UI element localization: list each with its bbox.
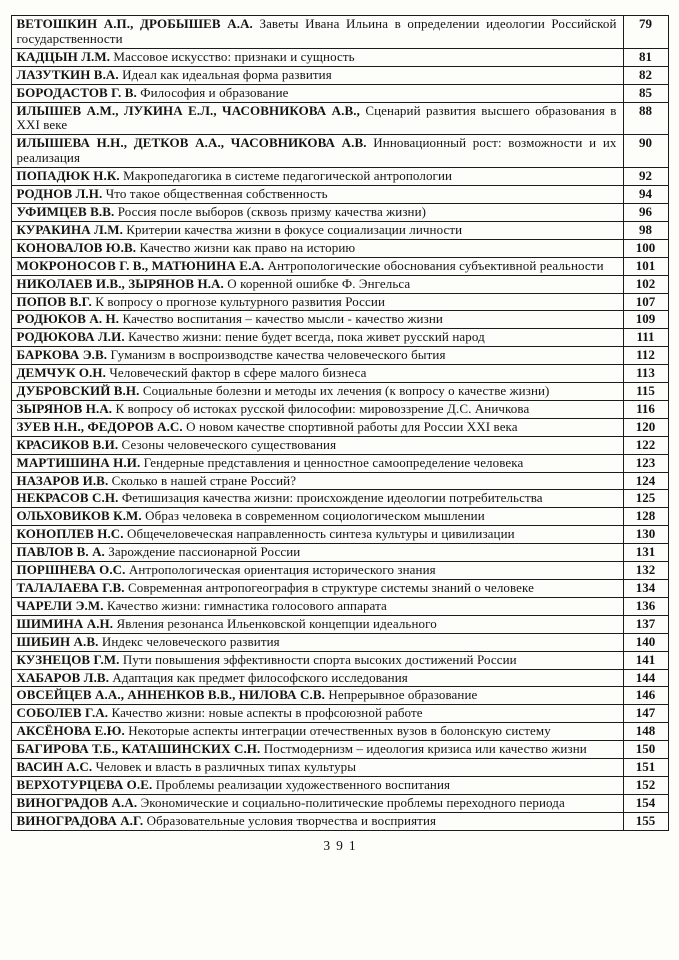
toc-entry-cell [11,687,623,705]
toc-row [11,16,668,49]
entry-authors: ОЛЬХОВИКОВ К.М. [16,508,142,524]
entry-page-number: 146 [623,687,668,705]
toc-entry-cell [11,776,623,794]
toc-entry-cell [11,275,623,293]
toc-entry-cell [11,418,623,436]
entry-authors: ПОПОВ В.Г. [16,293,92,309]
toc-row [11,544,668,562]
entry-page-number: 148 [623,723,668,741]
entry-authors: КРАСИКОВ В.И. [16,436,119,452]
toc-entry-cell [11,203,623,221]
entry-page-number: 147 [623,705,668,723]
toc-row [11,383,668,401]
toc-row [11,633,668,651]
entry-authors: СОБОЛЕВ Г.А. [16,705,109,721]
toc-row [11,293,668,311]
entry-authors: КОНОВАЛОВ Ю.В. [16,239,137,255]
entry-authors: ВИНОГРАДОВ А.А. [16,794,138,810]
entry-title: Сценарий развития высшего образования в XXI веке [16,102,617,133]
entry-authors: УФИМЦЕВ В.В. [16,203,115,219]
entry-title: О новом качестве спортивной работы для России XXI века [186,418,518,434]
entry-page-number: 81 [623,48,668,66]
toc-row [11,257,668,275]
toc-entry-cell [11,759,623,777]
toc-entry-cell [11,526,623,544]
entry-page-number: 122 [623,436,668,454]
entry-authors: ОВСЕЙЦЕВ А.А., АННЕНКОВ В.В., НИЛОВА С.В. [16,687,325,703]
entry-authors: ЛАЗУТКИН В.А. [16,66,119,82]
toc-row [11,687,668,705]
entry-page-number: 116 [623,400,668,418]
toc-entry-cell [11,741,623,759]
entry-title: Гендерные представления и ценностное самоопределение человека [143,454,524,470]
entry-page-number: 154 [623,794,668,812]
toc-row [11,472,668,490]
toc-row [11,812,668,830]
entry-title: Человеческий фактор в сфере малого бизнеса [109,365,367,381]
entry-authors: ВЕТОШКИН А.П., ДРОБЫШЕВ А.А. [16,16,253,31]
toc-entry-cell [11,239,623,257]
entry-title: Качество жизни: гимнастика голосового аппарата [106,597,387,613]
entry-title: Пути повышения эффективности спорта высоких достижений России [122,651,517,667]
toc-row [11,723,668,741]
toc-entry-cell [11,544,623,562]
toc-row [11,436,668,454]
entry-title: Философия и образование [140,84,289,100]
entry-title: Проблемы реализации художественного воспитания [155,776,451,792]
entry-authors: ЧАРЕЛИ Э.М. [16,597,104,613]
entry-title: Адаптация как предмет философского исследования [112,669,408,685]
entry-authors: ДЕМЧУК О.Н. [16,365,106,381]
entry-title: Современная антропогеография в структуре системы знаний о человеке [127,580,535,595]
toc-entry-cell [11,597,623,615]
entry-title: Массовое искусство: признаки и сущность [113,48,355,64]
toc-entry-cell [11,490,623,508]
entry-title: Качество жизни: новые аспекты в профсоюзной работе [111,705,423,721]
toc-table [11,15,669,831]
entry-title: Некоторые аспекты интеграции отечественных вузов в болонскую систему [128,723,551,739]
toc-row [11,508,668,526]
toc-row [11,580,668,598]
entry-title: Инновационный рост: возможности и их реализация [16,135,617,166]
toc-entry-cell [11,669,623,687]
entry-page-number: 128 [623,508,668,526]
entry-authors: ШИМИНА А.Н. [16,615,114,631]
toc-entry-cell [11,347,623,365]
toc-entry-cell [11,508,623,526]
toc-entry-cell [11,257,623,275]
entry-authors: БОРОДАСТОВ Г. В. [16,84,137,100]
entry-title: К вопросу об истоках русской философии: мировоззрение Д.С. Аничкова [115,400,530,416]
toc-entry-cell [11,454,623,472]
entry-title: Заветы Ивана Ильина в определении идеологии Российской государственности [16,16,617,46]
toc-row [11,526,668,544]
toc-entry-cell [11,723,623,741]
toc-row [11,615,668,633]
entry-page-number: 144 [623,669,668,687]
entry-page-number: 151 [623,759,668,777]
entry-title: Критерии качества жизни в фокусе социализации личности [126,221,463,237]
toc-row [11,102,668,135]
toc-row [11,776,668,794]
toc-entry-cell [11,221,623,239]
toc-entry-cell [11,562,623,580]
toc-row [11,759,668,777]
toc-row [11,135,668,168]
entry-authors: РОДЮКОВА Л.И. [16,329,125,345]
entry-authors: НИКОЛАЕВ И.В., ЗЫРЯНОВ Н.А. [16,275,224,291]
entry-title: О коренной ошибке Ф. Энгельса [227,275,411,291]
entry-authors: МАРТИШИНА Н.И. [16,454,141,470]
toc-row [11,186,668,204]
toc-row [11,741,668,759]
entry-title: Качество жизни: пение будет всегда, пока живет русский народ [128,329,485,345]
entry-page-number: 101 [623,257,668,275]
toc-row [11,794,668,812]
entry-title: Что такое общественная собственность [105,186,328,202]
entry-authors: ХАБАРОВ Л.В. [16,669,110,685]
entry-page-number: 96 [623,203,668,221]
entry-title: Фетишизация качества жизни: происхождение идеологии потребительства [121,490,543,506]
entry-authors: ЗУЕВ Н.Н., ФЕДОРОВ А.С. [16,418,183,434]
toc-row [11,705,668,723]
entry-authors: ЗЫРЯНОВ Н.А. [16,400,113,416]
toc-row [11,562,668,580]
entry-authors: НЕКРАСОВ С.Н. [16,490,119,506]
entry-authors: КУРАКИНА Л.М. [16,221,123,237]
entry-page-number: 112 [623,347,668,365]
entry-authors: КУЗНЕЦОВ Г.М. [16,651,120,667]
entry-page-number: 123 [623,454,668,472]
entry-title: Экономические и социально-политические проблемы переходного периода [140,794,565,810]
entry-title: Сезоны человеческого существования [121,436,337,452]
entry-authors: КОНОПЛЕВ Н.С. [16,526,124,542]
toc-entry-cell [11,329,623,347]
entry-page-number: 82 [623,66,668,84]
entry-page-number: 141 [623,651,668,669]
toc-row [11,597,668,615]
toc-entry-cell [11,84,623,102]
entry-title: Общечеловеческая направленность синтеза культуры и цивилизации [127,526,515,542]
toc-entry-cell [11,794,623,812]
entry-page-number: 150 [623,741,668,759]
entry-page-number: 94 [623,186,668,204]
entry-page-number: 131 [623,544,668,562]
entry-authors: ПАВЛОВ В. А. [16,544,105,560]
toc-entry-cell [11,615,623,633]
toc-entry-cell [11,48,623,66]
entry-authors: МОКРОНОСОВ Г. В., МАТЮНИНА Е.А. [16,257,265,273]
toc-entry-cell [11,580,623,598]
entry-title: Качество воспитания – качество мысли - качество жизни [122,311,443,327]
page-number-footer: 391 [323,837,362,853]
entry-page-number: 125 [623,490,668,508]
entry-authors: РОДЮКОВ А. Н. [16,311,120,327]
entry-page-number: 109 [623,311,668,329]
toc-entry-cell [11,705,623,723]
entry-authors: ВЕРХОТУРЦЕВА О.Е. [16,776,153,792]
toc-row [11,66,668,84]
toc-row [11,418,668,436]
toc-entry-cell [11,383,623,401]
toc-row [11,651,668,669]
entry-title: Зарождение пассионарной России [108,544,301,560]
toc-row [11,48,668,66]
entry-authors: ИЛЫШЕВ А.М., ЛУКИНА Е.Л., ЧАСОВНИКОВА А.В., [16,102,360,118]
entry-page-number: 130 [623,526,668,544]
entry-title: Качество жизни как право на историю [139,239,356,255]
toc-row [11,168,668,186]
entry-title: Гуманизм в воспроизводстве качества человеческого бытия [110,347,446,363]
entry-title: Антропологическая ориентация исторического знания [128,562,436,578]
entry-page-number: 137 [623,615,668,633]
toc-entry-cell [11,365,623,383]
entry-page-number: 140 [623,633,668,651]
toc-table-body [11,16,668,831]
toc-entry-cell [11,293,623,311]
toc-row [11,490,668,508]
entry-authors: ИЛЫШЕВА Н.Н., ДЕТКОВ А.А., ЧАСОВНИКОВА А.В. [16,135,367,151]
toc-entry-cell [11,102,623,135]
entry-page-number: 90 [623,135,668,168]
entry-page-number: 100 [623,239,668,257]
entry-page-number: 120 [623,418,668,436]
entry-page-number: 111 [623,329,668,347]
entry-page-number: 88 [623,102,668,135]
entry-title: Образ человека в современном социологическом мышлении [145,508,485,524]
entry-page-number: 115 [623,383,668,401]
entry-title: Постмодернизм – идеология кризиса или качество жизни [263,741,587,757]
entry-title: Индекс человеческого развития [101,633,280,649]
entry-page-number: 152 [623,776,668,794]
entry-title: Образовательные условия творчества и восприятия [146,812,437,828]
toc-row [11,365,668,383]
entry-title: Непрерывное образование [328,687,478,703]
toc-row [11,454,668,472]
entry-authors: ВАСИН А.С. [16,759,93,775]
entry-authors: ШИБИН А.В. [16,633,99,649]
entry-authors: ВИНОГРАДОВА А.Г. [16,812,144,828]
entry-page-number: 134 [623,580,668,598]
entry-title: Социальные болезни и методы их лечения (к вопросу о качестве жизни) [142,383,550,399]
entry-page-number: 79 [623,16,668,49]
entry-page-number: 113 [623,365,668,383]
entry-page-number: 102 [623,275,668,293]
entry-authors: РОДНОВ Л.Н. [16,186,103,202]
entry-page-number: 85 [623,84,668,102]
toc-entry-cell [11,168,623,186]
entry-authors: ПОРШНЕВА О.С. [16,562,126,578]
entry-page-number: 92 [623,168,668,186]
entry-page-number: 98 [623,221,668,239]
toc-row [11,329,668,347]
toc-entry-cell [11,812,623,830]
entry-title: Антропологические обоснования субъективной реальности [267,257,604,273]
entry-title: Человек и власть в различных типах культуры [95,759,357,775]
entry-page-number: 132 [623,562,668,580]
toc-entry-cell [11,16,623,49]
entry-authors: КАДЦЫН Л.М. [16,48,111,64]
toc-row [11,203,668,221]
toc-row [11,221,668,239]
entry-authors: АКСЁНОВА Е.Ю. [16,723,125,739]
entry-title: Сколько в нашей стране Россий? [111,472,297,488]
toc-row [11,400,668,418]
entry-page-number: 136 [623,597,668,615]
toc-entry-cell [11,436,623,454]
entry-title: Россия после выборов (сквозь призму качества жизни) [117,203,427,219]
entry-authors: ДУБРОВСКИЙ В.Н. [16,383,140,399]
entry-title: Макропедагогика в системе педагогической антропологии [123,168,453,184]
toc-row [11,669,668,687]
toc-row [11,84,668,102]
entry-authors: ТАЛАЛАЕВА Г.В. [16,580,125,595]
entry-title: Идеал как идеальная форма развития [122,66,332,82]
toc-entry-cell [11,311,623,329]
toc-entry-cell [11,135,623,168]
toc-entry-cell [11,651,623,669]
entry-authors: БАРКОВА Э.В. [16,347,108,363]
toc-entry-cell [11,472,623,490]
entry-authors: БАГИРОВА Т.Б., КАТАШИНСКИХ С.Н. [16,741,261,757]
entry-page-number: 124 [623,472,668,490]
toc-row [11,239,668,257]
entry-authors: НАЗАРОВ И.В. [16,472,109,488]
entry-page-number: 155 [623,812,668,830]
entry-page-number: 107 [623,293,668,311]
toc-row [11,311,668,329]
toc-row [11,275,668,293]
toc-entry-cell [11,633,623,651]
toc-entry-cell [11,400,623,418]
toc-entry-cell [11,66,623,84]
toc-row [11,347,668,365]
entry-title: Явления резонанса Ильенковской концепции идеального [116,615,437,631]
entry-authors: ПОПАДЮК Н.К. [16,168,120,184]
entry-title: К вопросу о прогнозе культурного развития России [95,293,386,309]
toc-entry-cell [11,186,623,204]
